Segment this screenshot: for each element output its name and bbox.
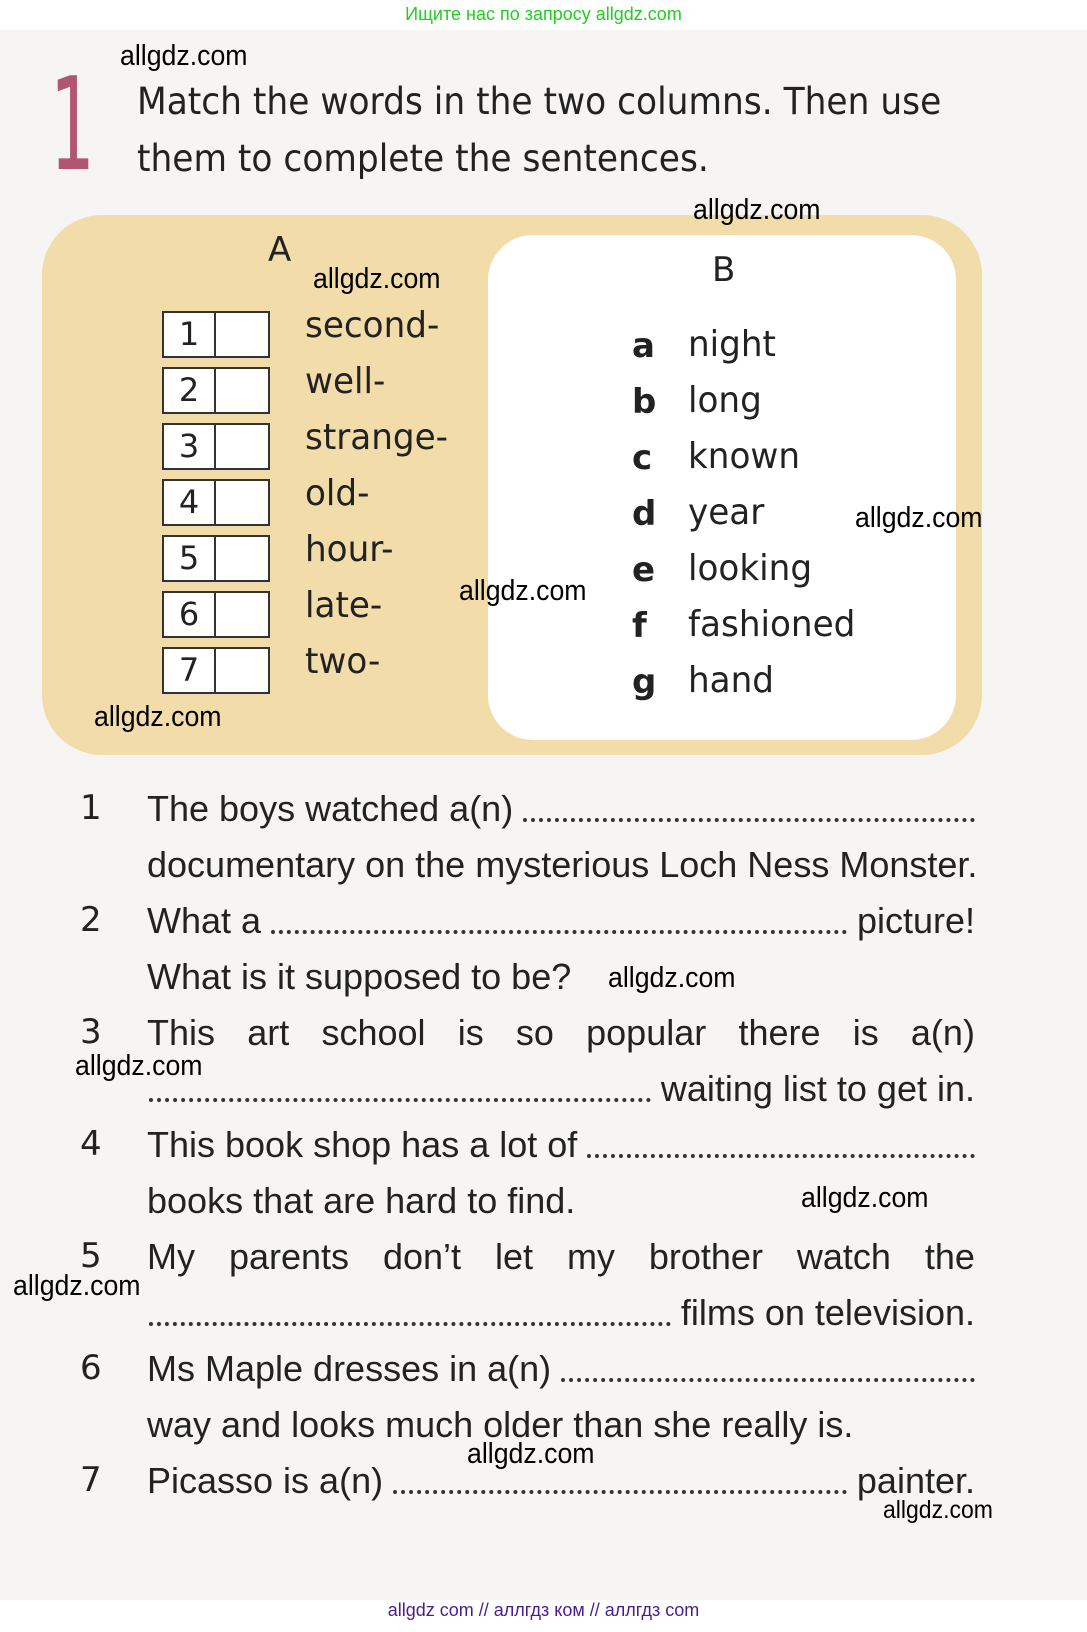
watermark: allgdz.com	[467, 1438, 595, 1470]
sentence-text: books that are hard to find.	[147, 1180, 576, 1221]
answer-blank[interactable]	[149, 1322, 671, 1326]
watermark: allgdz.com	[855, 502, 983, 534]
sentence-word: there	[738, 1012, 821, 1053]
column-a-header: A	[268, 230, 292, 270]
sentence-number: 1	[80, 788, 102, 828]
sentence-word: is	[457, 1012, 484, 1053]
sentence-word: so	[515, 1012, 554, 1053]
answer-box-number: 5	[164, 537, 216, 580]
column-a-word: hour-	[305, 529, 394, 570]
watermark: allgdz.com	[75, 1050, 203, 1082]
answer-box-blank[interactable]	[216, 425, 268, 468]
sentence-number: 3	[80, 1012, 102, 1052]
top-banner[interactable]: Ищите нас по запросу allgdz.com	[405, 4, 682, 24]
answer-box-blank[interactable]	[216, 313, 268, 356]
answer-box-number: 2	[164, 369, 216, 412]
sentence-word: my	[566, 1236, 615, 1277]
watermark: allgdz.com	[120, 40, 248, 72]
sentence-text: This book shop has a lot of	[147, 1124, 578, 1165]
watermark: allgdz.com	[459, 575, 587, 607]
sentence-text: What is it supposed to be?	[147, 956, 572, 997]
answer-box[interactable]	[162, 479, 270, 526]
answer-box-number: 1	[164, 313, 216, 356]
watermark: allgdz.com	[801, 1182, 929, 1214]
answer-box-blank[interactable]	[216, 481, 268, 524]
watermark: allgdz.com	[883, 1496, 993, 1524]
column-a-word: second-	[305, 305, 440, 346]
column-b-header: B	[712, 250, 736, 290]
sentence-line	[147, 1290, 975, 1334]
answer-box[interactable]	[162, 535, 270, 582]
column-a-word: old-	[305, 473, 370, 514]
sentence-text: Picasso is a(n)	[147, 1460, 384, 1501]
sentence-word: school	[321, 1012, 426, 1053]
answer-box[interactable]	[162, 423, 270, 470]
column-b-word: year	[688, 492, 765, 533]
answer-blank[interactable]	[271, 930, 847, 934]
watermark: allgdz.com	[313, 263, 441, 295]
sentence-text: The boys watched a(n)	[147, 788, 514, 829]
answer-box-blank[interactable]	[216, 649, 268, 692]
column-b-word: hand	[688, 660, 775, 701]
bottom-banner[interactable]: allgdz com // аллгдз ком // аллгдз com	[387, 1600, 700, 1620]
answer-box[interactable]	[162, 647, 270, 694]
answer-blank[interactable]	[523, 818, 975, 822]
sentence-word: art	[247, 1012, 290, 1053]
sentence-number: 7	[80, 1460, 102, 1500]
sentence-number: 6	[80, 1348, 102, 1388]
column-b-word: fashioned	[688, 604, 856, 645]
answer-box-blank[interactable]	[216, 537, 268, 580]
answer-blank[interactable]	[149, 1098, 651, 1102]
watermark: allgdz.com	[13, 1270, 141, 1302]
sentence-line	[147, 1346, 975, 1390]
sentence-word: let	[494, 1236, 533, 1277]
answer-box[interactable]	[162, 591, 270, 638]
column-b-letter: a	[632, 326, 655, 366]
column-a-word: two-	[305, 641, 381, 682]
sentence-text: What a	[147, 900, 262, 941]
instruction-line-1: Match the words in the two columns. Then use	[137, 80, 942, 123]
sentence-word: parents	[228, 1236, 350, 1277]
sentence-line	[147, 786, 975, 830]
column-a-word: well-	[305, 361, 386, 402]
exercise-number: 1	[50, 51, 95, 200]
sentence-word: watch	[796, 1236, 891, 1277]
column-b-word: known	[688, 436, 801, 477]
sentence-line	[147, 842, 978, 886]
sentence-number: 2	[80, 900, 102, 940]
sentence-number: 5	[80, 1236, 102, 1276]
answer-box[interactable]	[162, 311, 270, 358]
column-b-letter: f	[632, 606, 647, 646]
sentence-line	[147, 954, 975, 998]
sentence-text: Ms Maple dresses in a(n)	[147, 1348, 552, 1389]
sentence-text: films on television.	[680, 1292, 975, 1333]
sentence-text: way and looks much older than she really is.	[147, 1404, 854, 1445]
column-a-word: strange-	[305, 417, 449, 458]
sentence-word: brother	[648, 1236, 763, 1277]
answer-box-blank[interactable]	[216, 593, 268, 636]
answer-blank[interactable]	[587, 1154, 975, 1158]
sentence-number: 4	[80, 1124, 102, 1164]
answer-box-number: 7	[164, 649, 216, 692]
column-b-letter: b	[632, 382, 657, 422]
column-b-letter: c	[632, 438, 653, 478]
sentence-line	[147, 1122, 975, 1166]
sentence-word: My	[147, 1236, 195, 1277]
sentence-text: waiting list to get in.	[660, 1068, 975, 1109]
sentence-word: a(n)	[910, 1012, 975, 1053]
sentence-word: This	[147, 1012, 216, 1053]
watermark: allgdz.com	[608, 962, 736, 994]
sentence-text: painter.	[856, 1460, 975, 1501]
column-b-word: night	[688, 324, 776, 365]
answer-box[interactable]	[162, 367, 270, 414]
instruction-line-2: them to complete the sentences.	[137, 137, 709, 180]
column-a-word: late-	[305, 585, 383, 626]
column-b-letter: d	[632, 494, 657, 534]
answer-box-number: 6	[164, 593, 216, 636]
answer-blank[interactable]	[393, 1490, 847, 1494]
sentence-word: popular	[586, 1012, 707, 1053]
answer-blank[interactable]	[561, 1378, 975, 1382]
sentence-text: picture!	[856, 900, 975, 941]
column-b-word: long	[688, 380, 762, 421]
sentence-text: documentary on the mysterious Loch Ness Monster.	[147, 844, 978, 885]
answer-box-number: 4	[164, 481, 216, 524]
sentence-line	[147, 1010, 975, 1054]
answer-box-blank[interactable]	[216, 369, 268, 412]
sentence-line	[147, 1234, 975, 1278]
watermark: allgdz.com	[693, 194, 821, 226]
column-b-letter: g	[632, 662, 657, 702]
watermark: allgdz.com	[94, 701, 222, 733]
sentence-line	[147, 898, 975, 942]
answer-box-number: 3	[164, 425, 216, 468]
sentence-word: don’t	[382, 1236, 462, 1277]
column-b-letter: e	[632, 550, 656, 590]
sentence-word: is	[852, 1012, 879, 1053]
sentence-line	[147, 1066, 975, 1110]
column-b-word: looking	[688, 548, 813, 589]
sentence-word: the	[924, 1236, 975, 1277]
